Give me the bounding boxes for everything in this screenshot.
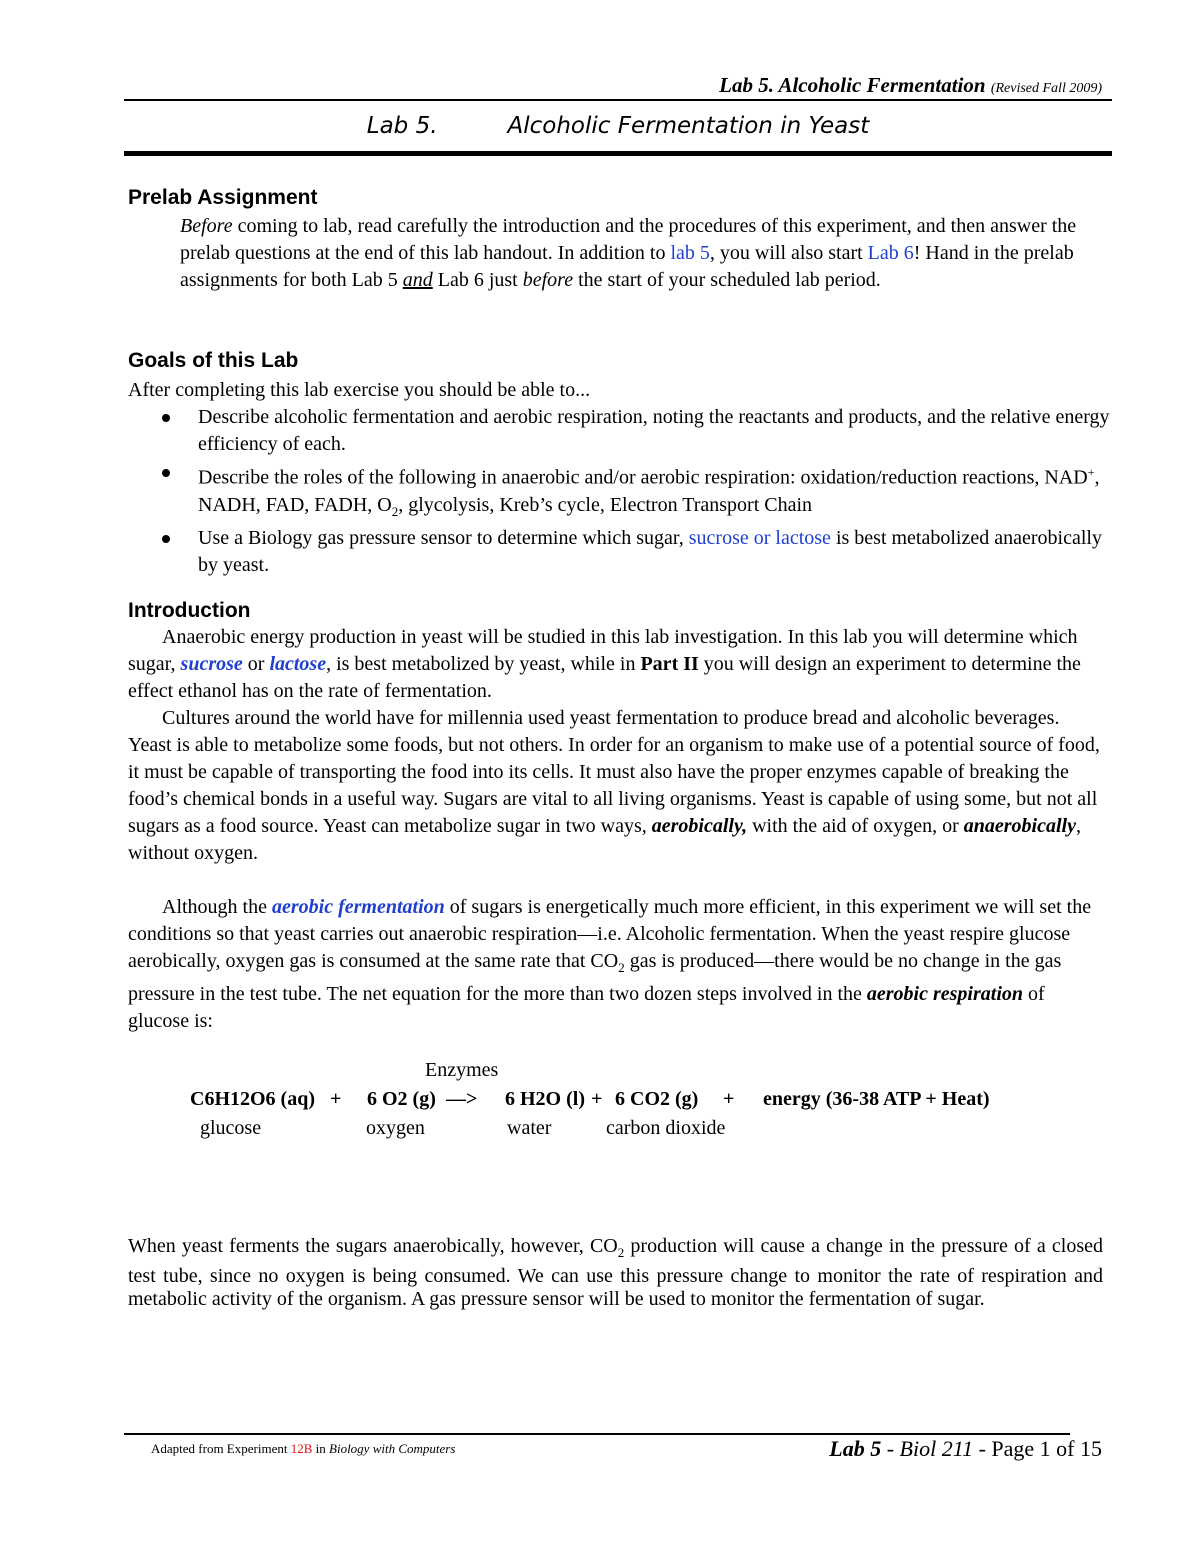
- equation-arrow: —>: [446, 1088, 478, 1110]
- intro-text: , is best metabolized by yeast, while in: [326, 653, 641, 675]
- label-water: water: [507, 1117, 552, 1139]
- page-title: [124, 113, 1112, 139]
- goals-heading: Goals of this Lab: [128, 349, 299, 372]
- anaerobically-emph: anaerobically: [963, 815, 1076, 837]
- running-title: Lab 5. Alcoholic Fermentation: [719, 73, 986, 97]
- goal-text: is best metabolized anaerobically by yeast.: [198, 526, 1102, 577]
- aerobically-emph: aerobically,: [651, 815, 748, 837]
- label-carbon-dioxide: carbon dioxide: [606, 1117, 726, 1139]
- subscript: 2: [618, 960, 625, 975]
- intro-text: or: [242, 653, 270, 675]
- lactose-link[interactable]: lactose: [269, 653, 327, 675]
- intro-paragraph-3: [128, 894, 1103, 1035]
- equation-plus: +: [591, 1088, 603, 1110]
- revision-note: (Revised Fall 2009): [990, 81, 1102, 96]
- intro-text: gas is produced—there would be no change in the gas pressure in the test tube. The net equation for the more than two dozen steps involved in the: [128, 950, 1062, 1005]
- footer-source: [151, 1441, 455, 1457]
- equation-plus: +: [723, 1088, 735, 1110]
- footer-text: -: [973, 1436, 992, 1461]
- intro-text: Although the: [162, 896, 272, 918]
- label-glucose: glucose: [200, 1117, 262, 1139]
- prelab-and: and: [402, 269, 433, 291]
- intro-text: of sugars is energetically much more efficient, in this experiment we will set the conditions so that yeast carries out anaerobic respiration—i.e. Alcoholic fermentation. When the yeast respire glucose aerobically, oxygen gas is consumed at the same rate that CO: [128, 896, 1092, 972]
- prelab-paragraph: [180, 213, 1115, 294]
- prelab-text: ! Hand in the prelab assignments for both Lab 5: [180, 242, 1074, 291]
- intro-text: you will design an experiment to determine the effect ethanol has on the rate of fermentation.: [128, 653, 1081, 702]
- equation-glucose: C6H12O6 (aq): [190, 1088, 315, 1110]
- list-item: [156, 525, 1116, 580]
- intro-text: Cultures around the world have for millennia used yeast fermentation to produce bread and alcoholic beverages. Yeast is able to metabolize some foods, but not others. In order for an organism to make use of a potential source of food, it must be capable of transporting the food into its cells. It must also have the proper enzymes capable of breaking the food’s chemical bonds in a useful way. Sugars are vital to all living organisms. Yeast is capable of using some, but not all sugars as a food source. Yeast can metabolize sugar in two ways,: [128, 707, 1100, 837]
- bullet-icon: [162, 414, 170, 422]
- prelab-text: coming to lab, read carefully the introduction and the procedures of this experiment, and then answer the prelab questions at the end of this lab handout. In addition to: [180, 215, 1077, 264]
- part-ii: Part II: [640, 653, 699, 675]
- book-title: Biology with Computers: [329, 1441, 456, 1456]
- page-title-lab: Lab 5.: [366, 113, 438, 139]
- goal-text: , NADH, FAD, FADH, O: [198, 466, 1100, 516]
- prelab-text: the start of your scheduled lab period.: [573, 269, 881, 291]
- prelab-text: Lab 6 just: [432, 269, 523, 291]
- introduction-heading: Introduction: [128, 599, 251, 622]
- goals-intro: After completing this lab exercise you should be able to...: [128, 379, 591, 401]
- equation-co2: 6 CO2 (g): [615, 1088, 699, 1110]
- intro-text: Anaerobic energy production in yeast will be studied in this lab investigation. In this lab you will determine which sugar,: [128, 626, 1078, 675]
- lab5-link[interactable]: lab 5: [670, 242, 710, 264]
- bullet-icon: [162, 535, 170, 543]
- sucrose-link[interactable]: sucrose: [180, 653, 243, 675]
- intro-paragraph-2: [128, 705, 1103, 867]
- equation-plus: +: [330, 1088, 342, 1110]
- equation-water: 6 H2O (l): [505, 1088, 585, 1110]
- superscript: +: [1087, 464, 1095, 479]
- lab6-link[interactable]: Lab 6: [867, 242, 914, 264]
- footer-lab: Lab 5: [829, 1436, 882, 1461]
- footer-text: Adapted from Experiment: [151, 1441, 291, 1456]
- list-item: [156, 459, 1116, 525]
- footer-rule: [124, 1433, 1070, 1435]
- closing-text: production will cause a change in the pressure of a closed test tube, since no oxygen is being consumed. We can use this pressure change to monitor the rate of respiration and metabolic activity of the organism. A gas pressure sensor will be used to monitor the fermentation of sugar.: [128, 1235, 1103, 1310]
- closing-text: When yeast ferments the sugars anaerobically, however, CO: [128, 1235, 618, 1257]
- aerobic-respiration-emph: aerobic respiration: [866, 983, 1024, 1005]
- page-title-name: Alcoholic Fermentation in Yeast: [507, 113, 870, 139]
- enzymes-label: Enzymes: [425, 1059, 499, 1081]
- footer-page: [829, 1436, 1102, 1462]
- title-rule: [124, 151, 1112, 156]
- goal-text: , glycolysis, Kreb’s cycle, Electron Transport Chain: [398, 493, 813, 516]
- goal-text: Describe alcoholic fermentation and aerobic respiration, noting the reactants and products, and the relative energy efficiency of each.: [198, 406, 1110, 456]
- goal-text: Use a Biology gas pressure sensor to determine which sugar,: [198, 526, 689, 549]
- intro-paragraph-1: [128, 624, 1103, 705]
- intro-text: of glucose is:: [128, 983, 1045, 1032]
- closing-paragraph: [128, 1235, 1103, 1312]
- goal-text: Describe the roles of the following in anaerobic and/or aerobic respiration: oxidation/reduction reactions, NAD: [198, 466, 1088, 489]
- list-item: [156, 404, 1116, 459]
- running-header: [719, 73, 1102, 98]
- equation-energy: energy (36-38 ATP + Heat): [763, 1088, 990, 1110]
- header-rule: [124, 99, 1112, 101]
- subscript: 2: [617, 1245, 625, 1260]
- footer-text: in: [312, 1441, 330, 1456]
- sugar-link[interactable]: sucrose or lactose: [688, 526, 831, 549]
- prelab-before: Before: [180, 215, 233, 237]
- prelab-heading: Prelab Assignment: [128, 186, 318, 209]
- aerobic-fermentation-link[interactable]: aerobic fermentation: [272, 896, 445, 918]
- prelab-before-emph: before: [522, 269, 574, 291]
- goals-list: [156, 404, 1116, 579]
- footer-text: -: [881, 1436, 900, 1461]
- intro-text: with the aid of oxygen, or: [747, 815, 964, 837]
- prelab-text: , you will also start: [709, 242, 868, 264]
- equation-oxygen: 6 O2 (g): [367, 1088, 436, 1110]
- experiment-link[interactable]: 12B: [290, 1441, 313, 1456]
- label-oxygen: oxygen: [366, 1117, 425, 1139]
- footer-course: Biol 211: [899, 1436, 974, 1461]
- intro-text: , without oxygen.: [128, 815, 1081, 864]
- subscript: 2: [391, 503, 399, 519]
- page-number: Page 1 of 15: [991, 1436, 1102, 1461]
- bullet-icon: [162, 469, 170, 477]
